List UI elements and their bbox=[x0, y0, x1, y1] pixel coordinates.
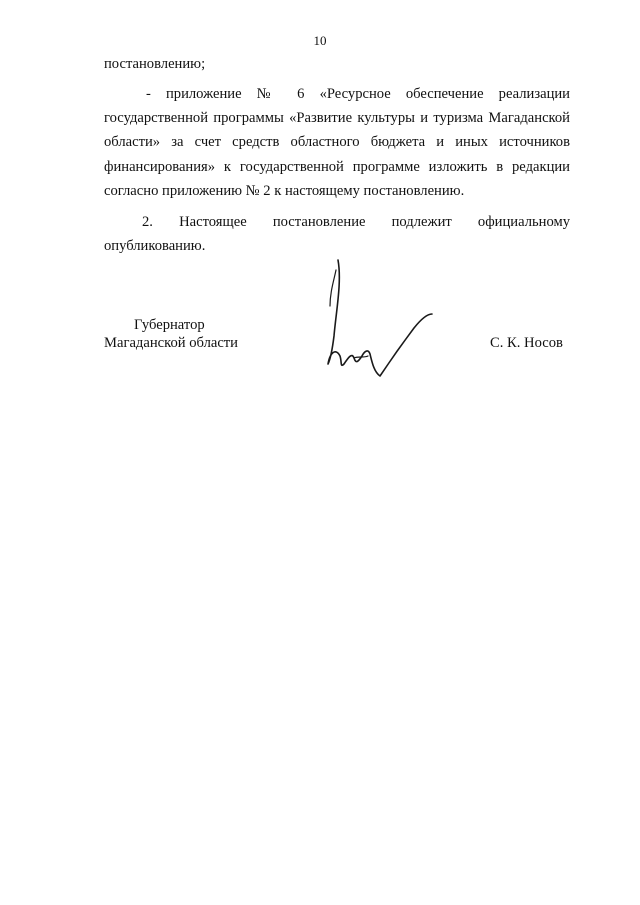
text-line: государственной программы «Развитие культуры и туризма Магаданской bbox=[104, 110, 570, 127]
text-line: опубликованию. bbox=[104, 238, 206, 255]
signatory-name: С. К. Носов bbox=[490, 335, 563, 351]
signatory-title bbox=[104, 316, 238, 352]
text-line: финансирования» к государственной программе изложить в редакции bbox=[104, 158, 570, 175]
text-line: постановлению; bbox=[104, 56, 206, 72]
text-line: 2. Настоящее постановление подлежит официальному bbox=[142, 214, 570, 230]
text-line: области» за счет средств областного бюджета и иных источников bbox=[104, 134, 570, 151]
signatory-title-line: Губернатор bbox=[134, 317, 205, 333]
document-body bbox=[104, 52, 570, 76]
text-line: - приложение № 6 «Ресурсное обеспечение реализации bbox=[146, 86, 570, 102]
handwritten-signature bbox=[318, 252, 438, 384]
text-line: согласно приложению № 2 к настоящему постановлению. bbox=[104, 182, 465, 199]
page-number: 10 bbox=[313, 33, 327, 48]
signatory-title-line: Магаданской области bbox=[104, 335, 238, 351]
paragraph-appendix-6 bbox=[104, 82, 570, 203]
